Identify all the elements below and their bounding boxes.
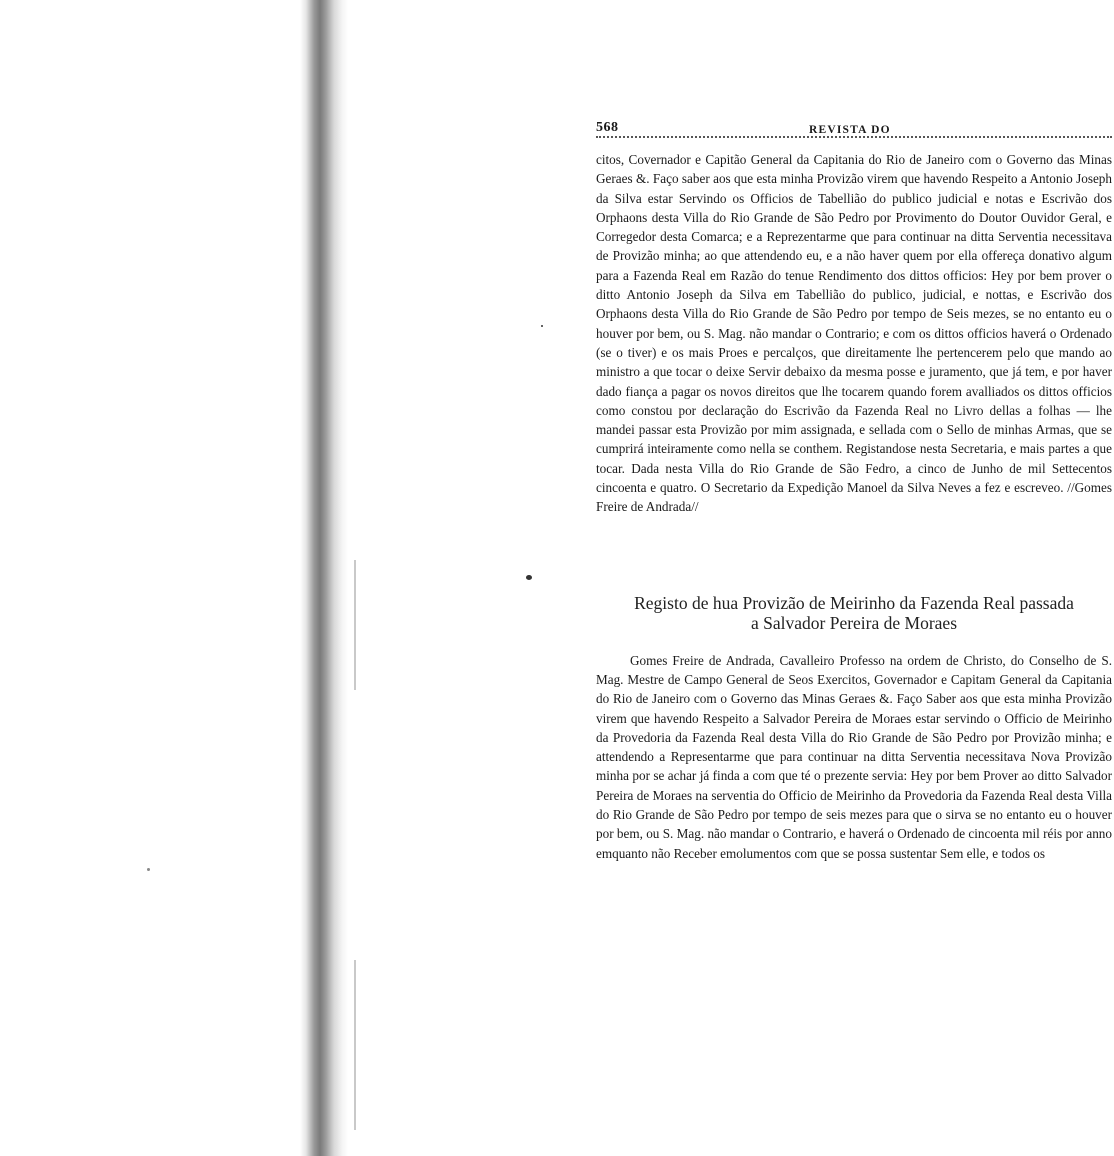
section-title-line-2: a Salvador Pereira de Moraes — [750, 612, 958, 633]
book-page — [596, 110, 1112, 863]
page-number: 568 — [596, 120, 619, 135]
scan-speck — [541, 325, 543, 327]
section-title-line-1: Registo de hua Provizão de Meirinho da Fazenda Real passada — [634, 592, 1074, 613]
gutter-line — [354, 960, 356, 1130]
page-gutter-shadow — [300, 0, 348, 1156]
scan-speck — [147, 868, 150, 871]
body-paragraph-1: citos, Covernador e Capitão General da Capitania do Rio de Janeiro com o Governo das Minas Geraes &. Faço saber aos que esta minha Provizão virem que havendo Respeito a Antonio Joseph da Silva estar Servindo os Officios de Tabellião do publico judicial e notas e Escrivão dos Orphaons desta Villa do Rio Grande de São Pedro por Provimento do Doutor Ouvidor Geral, e Corregedor desta Comarca; e a Reprezentarme que para continuar na ditta Serventia necessitava de Provizão minha; ao que attendendo eu, e a não haver quem por ella offereça donativo algum para a Fazenda Real em Razão do tenue Rendimento dos dittos officios: Hey por bem prover o ditto Antonio Joseph da Silva em Tabellião do publico, judicial, e nottas, e Escrivão dos Orphaons desta Villa do Rio Grande de São Pedro por tempo de Seis mezes, se no entanto eu o houver por bem, ou S. Mag. não mandar o Contrario; e com os dittos officios haverá o Ordenado (se o tiver) e os mais Proes e percalços, que direitamente lhe pertencerem pelo que mando ao ministro a que tocar o deixe Servir debaixo da mesma posse e juramento, que já tem, e por haver dado fiança a pagar os novos direitos que lhe tocarem quando forem avalliados os dittos officios como constou por declaração do Escrivão da Fazenda Real no Livro dellas a folhas — lhe mandei passar esta Provizão por mim assignada, e sellada com o Sello de minhas Armas, que se cumprirá inteiramente como nella se conthem. Registandose nesta Secretaria, e mais partes a que tocar. Dada nesta Villa do Rio Grande de São Fedro, a cinco de Junho de mil Settecentos cincoenta e quatro. O Secretario da Expedição Manoel da Silva Neves a fez e escreveo. //Gomes Freire de Andrada// — [596, 152, 1112, 515]
running-head — [596, 110, 1112, 138]
scan-speck — [526, 575, 532, 580]
section-title — [596, 593, 1112, 633]
gutter-line — [354, 560, 356, 690]
body-paragraph-2: Gomes Freire de Andrada, Cavalleiro Professo na ordem de Christo, do Conselho de S. Mag. Mestre de Campo General de Seos Exercitos, Governador e Capitam General da Capitania do Rio de Janeiro com o Governo das Minas Geraes &. Faço Saber aos que esta minha Provizão virem que havendo Respeito a Salvador Pereira de Moraes estar servindo o Officio de Meirinho da Provedoria da Fazenda Real desta Villa do Rio Grande de São Pedro por Provizão minha; e attendendo a Representarme que para continuar na ditta Serventia necessitava Nova Provizão minha por se achar já finda a com que té o prezente servia: Hey por bem Prover ao ditto Salvador Pereira de Moraes na serventia do Officio de Meirinho da Provedoria da Fazenda Real desta Villa do Rio Grande de São Pedro por tempo de seis mezes para que o sirva se no entanto eu o houver por bem, ou S. Mag. não mandar o Contrario, e haverá o Ordenado de cincoenta mil réis por anno emquanto não Receber emolumentos com que se possa sustentar Sem elle, e todos os — [596, 652, 1112, 861]
running-head-title: REVISTA DO — [809, 124, 891, 136]
